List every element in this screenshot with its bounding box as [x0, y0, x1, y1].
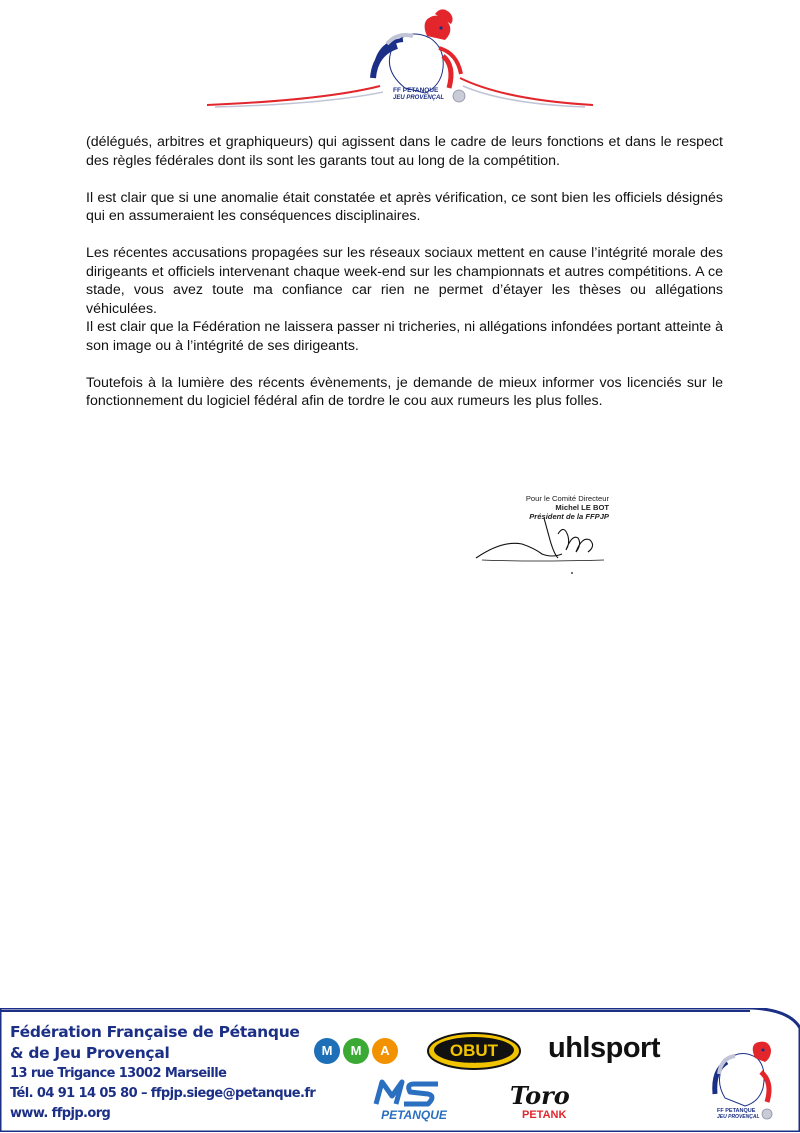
logo-text-2: JEU PROVENÇAL [393, 95, 445, 101]
rooster-icon [705, 1038, 791, 1128]
letter-body [86, 133, 723, 429]
sponsor-mma-logo [314, 1036, 400, 1068]
paragraph-accusations: Les récentes accusations propagées sur les réseaux sociaux mettent en cause l’intégrité morale des dirigeants et officiels intervenant chaque week-end sur les championnats et autres compétitions. A ce stade, vous avez toute ma confiance car rien ne permet d’étayer les thèses ou allégations véhiculées. [86, 245, 723, 317]
toro-subtext: PETANK [522, 1109, 567, 1121]
sponsor-obut-logo [426, 1031, 522, 1071]
mma-ball-1: M [314, 1038, 340, 1064]
sponsor-toro-logo [506, 1074, 582, 1124]
org-website: www. ffpjp.org [10, 1106, 111, 1121]
paragraph-federation: Il est clair que la Fédération ne laissera passer ni tricheries, ni allégations infondées portant atteinte à son image ou à l’intégrité de ses dirigeants. [86, 319, 723, 354]
footer-address-block [10, 1022, 315, 1124]
org-name-line2: & de Jeu Provençal [10, 1044, 170, 1062]
signature-block [472, 478, 615, 584]
obut-subtext: MARQUE DE PETANQUE [452, 1062, 496, 1066]
toro-text: Toro [510, 1081, 570, 1110]
ms-text: PETANQUE [381, 1108, 447, 1122]
paragraph-anomaly: Il est clair que si une anomalie était constatée et après vérification, ce sont bien les officiels désignés qui en assumeraient les conséquences disciplinaires. [86, 189, 723, 224]
header-logo [205, 8, 595, 113]
logo-text-1: FF PETANQUE [393, 87, 439, 94]
rooster-logo-icon [205, 8, 595, 113]
footer-logo-text-1: FF PETANQUE [717, 1108, 756, 1114]
mma-ball-2: M [343, 1038, 369, 1064]
footer-rooster-logo [705, 1038, 791, 1128]
signature-name: Michel LE BOT [555, 503, 609, 512]
sponsor-ms-petanque-logo [368, 1078, 464, 1122]
handwritten-signature-icon [472, 478, 615, 584]
org-contact: Tél. 04 91 14 05 80 – ffpjp.siege@petanque.fr [10, 1086, 316, 1101]
org-address: 13 rue Trigance 13002 Marseille [10, 1066, 227, 1081]
signature-role: Pour le Comité Directeur [525, 494, 609, 503]
obut-text: OBUT [449, 1041, 499, 1060]
signature-title: Président de la FFPJP [529, 512, 609, 521]
paragraph-officials: (délégués, arbitres et graphiqueurs) qui agissent dans le cadre de leurs fonctions et dans le respect des règles fédérales dont ils sont les garants tout au long de la compétition. [86, 134, 723, 169]
org-name-line1: Fédération Française de Pétanque [10, 1023, 300, 1041]
footer-logo-text-2: JEU PROVENÇAL [717, 1114, 760, 1120]
mma-ball-3: A [372, 1038, 398, 1064]
footer [0, 1008, 800, 1132]
paragraph-conclusion: Toutefois à la lumière des récents évènements, je demande de mieux informer vos licenciés sur le fonctionnement du logiciel fédéral afin de tordre le cou aux rumeurs les plus folles. [86, 374, 723, 409]
sponsor-uhlsport-logo: uhlsport [548, 1032, 660, 1064]
